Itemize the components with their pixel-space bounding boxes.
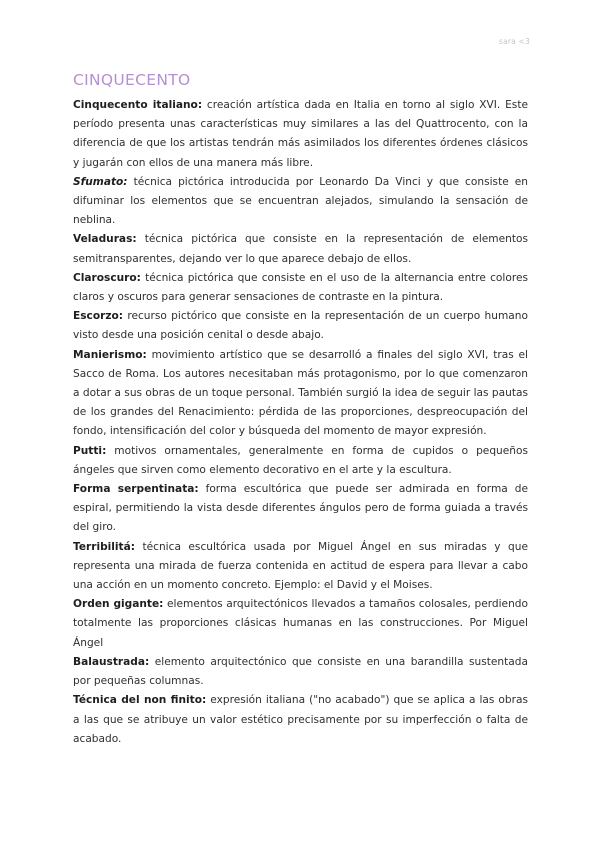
page-signature: sara <3 (498, 37, 530, 46)
glossary-entry-putti (73, 442, 528, 480)
entry-term: Putti: (73, 444, 107, 457)
entry-definition: técnica escultórica usada por Miguel Ángel en sus miradas y que representa una mirada de fuerza contenida en actitud de espera para llevar a cabo una acción en un momento concreto. Ejemplo: el David y el Moises. (73, 540, 528, 592)
entry-term: Técnica del non finito: (73, 694, 207, 707)
glossary-entry-sfumato (73, 173, 528, 231)
entry-term: Orden gigante: (73, 598, 164, 611)
glossary-entry-veladuras (73, 230, 528, 268)
glossary-entry-non-finito (73, 691, 528, 749)
glossary-entry-cinquecento-italiano (73, 96, 528, 173)
glossary-entry-manierismo (73, 346, 528, 442)
entry-definition: técnica pictórica que consiste en la representación de elementos semitransparentes, dejando ver lo que aparece debajo de ellos. (73, 233, 528, 265)
glossary-entry-terribilita (73, 538, 528, 596)
entry-term: Forma serpentinata: (73, 483, 199, 496)
glossary-entry-escorzo (73, 307, 528, 345)
entry-term: Terribilitá: (73, 540, 136, 553)
entry-term: Balaustrada: (73, 655, 150, 668)
glossary-entry-orden-gigante (73, 595, 528, 653)
entry-definition: forma escultórica que puede ser admirada en forma de espiral, permitiendo la vista desde diferentes ángulos pero de forma guiada a través del giro. (73, 483, 528, 534)
entry-definition: elemento arquitectónico que consiste en una barandilla sustentada por pequeñas columnas. (73, 655, 528, 688)
entry-definition: creación artística dada en Italia en torno al siglo XVI. Este período presenta unas características muy similares a las del Quattrocento, con la diferencia de que los artistas tendrán más asimilados los diferentes órdenes clásicos y jugarán con ellos de una manera más libre. (73, 99, 529, 169)
entry-definition: técnica pictórica que consiste en el uso de la alternancia entre colores claros y oscuros para generar sensaciones de contraste en la pintura. (73, 271, 528, 304)
glossary-entry-forma-serpentinata (73, 480, 528, 538)
entry-term: Veladuras: (73, 233, 137, 246)
glossary-list (73, 96, 528, 749)
entry-definition: técnica pictórica introducida por Leonardo Da Vinci y que consiste en difuminar los elementos que se encuentran alejados, simulando la sensación de neblina. (73, 175, 528, 227)
entry-term: Escorzo: (73, 310, 124, 323)
entry-definition: movimiento artístico que se desarrolló a finales del siglo XVI, tras el Sacco de Roma. Los autores necesitaban más protagonismo, por lo que comenzaron a dotar a sus obras de un toque personal. También surgió la idea de seguir las pautas de los grandes del Renacimiento: pérdida de las proporciones, despreocupación del fondo, intensificación del color y búsqueda del momento de mayor expresión. (73, 348, 528, 438)
entry-definition: elementos arquitectónicos llevados a tamaños colosales, perdiendo totalmente las proporciones clásicas humanas en las construcciones. Por Miguel Ángel (73, 598, 528, 649)
entry-term: Manierismo: (73, 348, 147, 361)
entry-term: Claroscuro: (73, 271, 141, 284)
entry-definition: motivos ornamentales, generalmente en forma de cupidos o pequeños ángeles que sirven como elemento decorativo en el arte y la escultura. (73, 444, 528, 476)
entry-definition: recurso pictórico que consiste en la representación de un cuerpo humano visto desde una posición cenital o desde abajo. (73, 310, 528, 342)
entry-term: Cinquecento italiano: (73, 99, 203, 111)
entry-definition: expresión italiana ("no acabado") que se aplica a las obras a las que se atribuye un valor estético precisamente por su imperfección o falta de acabado. (73, 694, 528, 745)
page-title: CINQUECENTO (73, 71, 191, 89)
glossary-entry-balaustrada (73, 653, 528, 691)
entry-term: Sfumato: (73, 175, 128, 188)
glossary-entry-claroscuro (73, 269, 528, 307)
